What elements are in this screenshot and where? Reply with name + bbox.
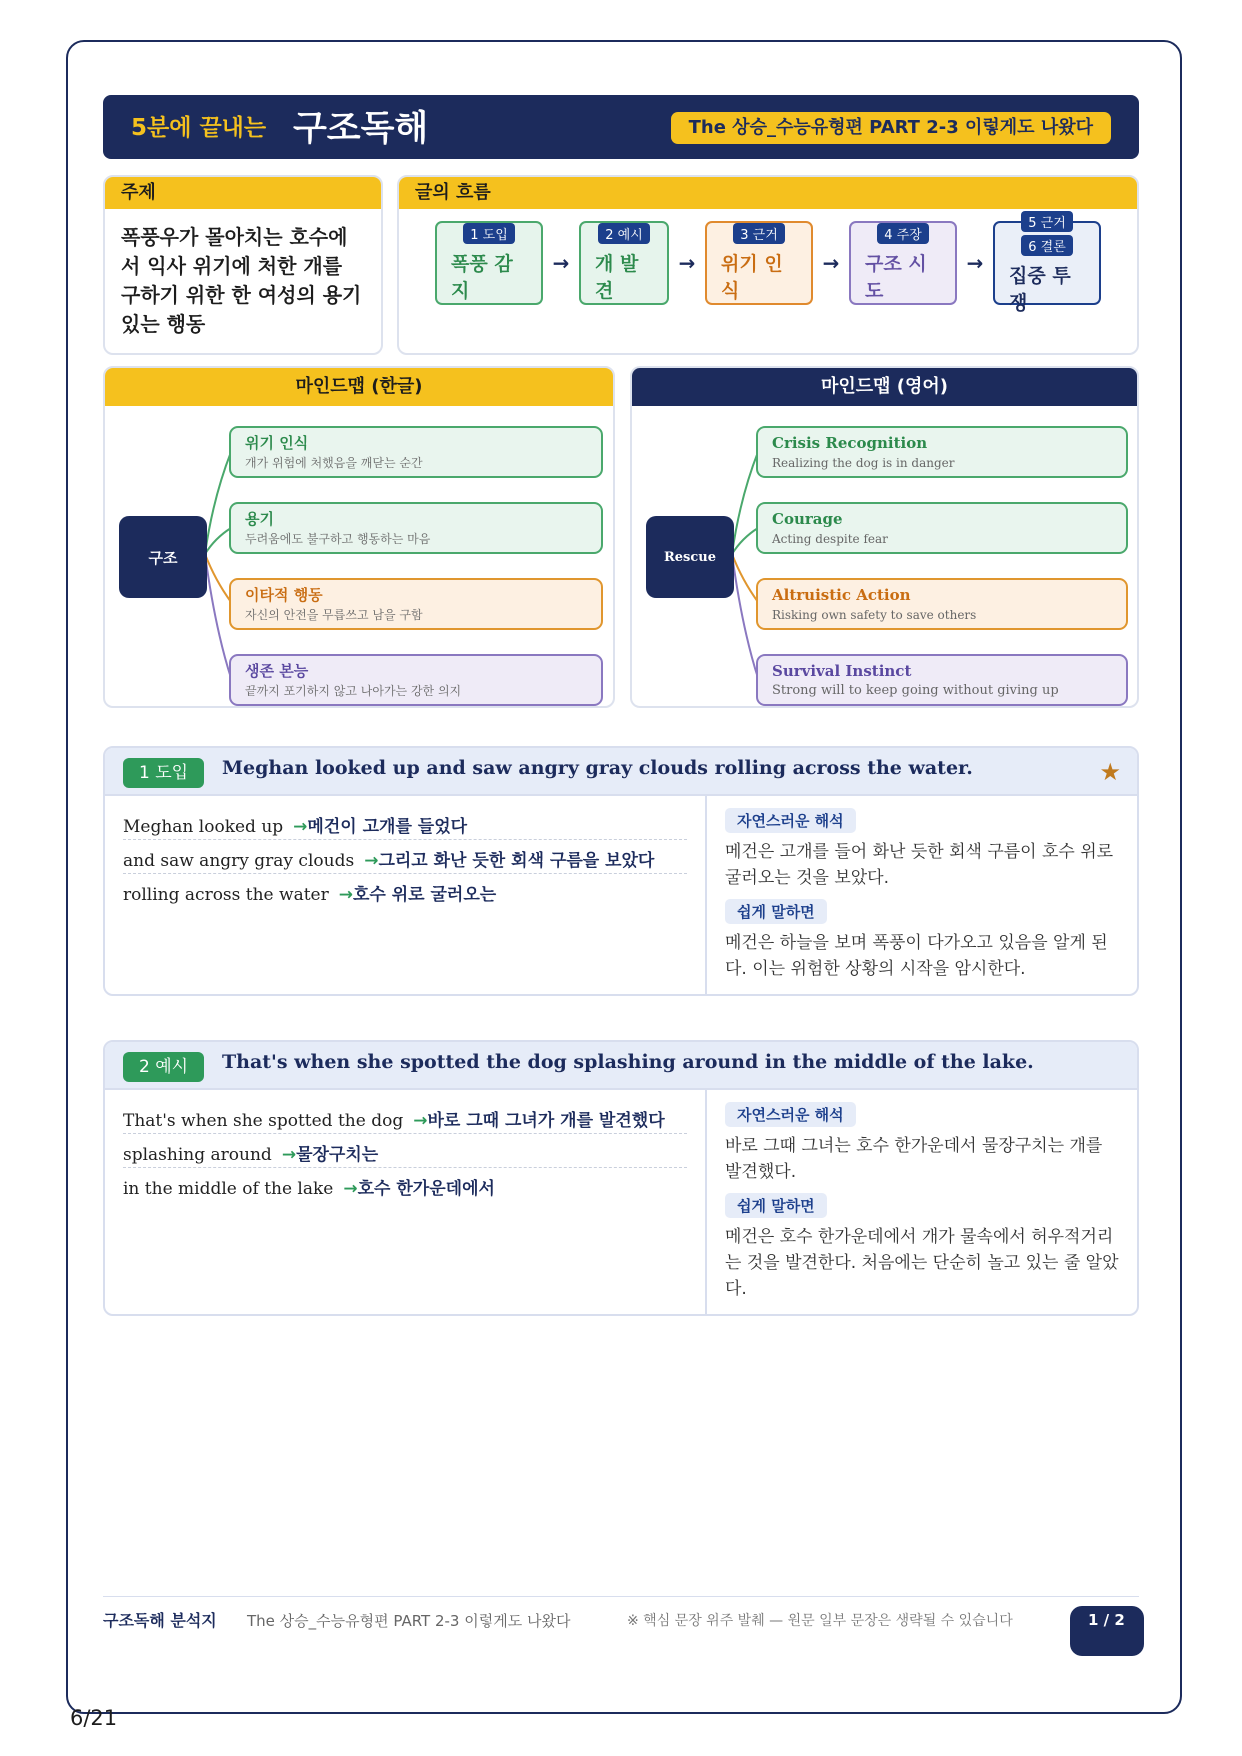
interpretation-panel [707,796,1137,996]
sentence-section-1 [103,746,1139,996]
page-number-badge: 1 / 2 [1070,1606,1144,1656]
mindmap-ko-heading: 마인드맵 (한글) [105,368,613,406]
footer-source: The 상승_수능유형편 PART 2-3 이렇게도 나왔다 [247,1612,571,1630]
easy-explanation: 메건은 호수 한가운데에서 개가 물속에서 허우적거리는 것을 발견한다. 처음에는 단순히 놀고 있는 줄 알았다. [725,1227,1119,1299]
sentence-section-2 [103,1040,1139,1316]
topic-heading: 주제 [105,177,381,209]
chunk-row [123,806,687,840]
mindmap-en-heading: 마인드맵 (영어) [632,368,1137,406]
brand-subtitle: 5분에 끝내는 [131,115,267,141]
flow-box [397,175,1139,355]
mindmap-en-node [756,502,1128,554]
section-tag: 1 도입 [123,758,204,788]
mindmap-ko-node [229,654,603,706]
chunk-list [105,1090,705,1212]
natural-label: 자연스러운 해석 [725,808,856,833]
chunk-english: in the middle of the lake [123,1179,334,1199]
mindmap-node-title: 용기 [245,510,274,528]
mindmap-ko-node [229,426,603,478]
chunk-english: Meghan looked up [123,817,284,837]
page-header [103,95,1139,159]
flow-step-5 [993,216,1101,314]
chunk-korean: →메건이 고개를 들었다 [293,817,468,837]
chunk-english: and saw angry gray clouds [123,851,355,871]
mindmap-ko-box [103,366,615,708]
natural-label: 자연스러운 해석 [725,1102,856,1127]
flow-steps [435,216,1101,314]
chunk-row [123,840,687,874]
mindmap-node-title: 이타적 행동 [245,586,323,604]
chunk-list [105,796,705,918]
flow-step-label: 위기 인식 [721,253,783,302]
mindmap-node-title: 생존 본능 [245,662,309,680]
interpretation-panel [707,1090,1137,1316]
mindmap-node-title: Courage [772,510,843,528]
mindmap-node-desc: Acting despite fear [772,532,888,546]
flow-step-2 [579,221,669,305]
section-title: Meghan looked up and saw angry gray clouds rolling across the water. [222,757,973,779]
star-icon: ★ [1099,758,1121,786]
mindmap-node-desc: 개가 위험에 처했음을 깨닫는 순간 [245,456,423,470]
section-tag: 2 예시 [123,1052,204,1082]
section-title: That's when she spotted the dog splashing around in the middle of the lake. [222,1051,1034,1073]
flow-step-label: 집중 투쟁 [1009,265,1071,314]
easy-label: 쉽게 말하면 [725,1193,827,1218]
mindmap-node-title: Crisis Recognition [772,434,928,452]
mindmap-node-desc: 끝까지 포기하지 않고 나아가는 강한 의지 [245,684,462,698]
footer-title: 구조독해 분석지 [103,1611,217,1630]
flow-step-label: 개 발견 [595,253,639,302]
chunk-korean: →바로 그때 그녀가 개를 발견했다 [413,1111,665,1131]
flow-heading: 글의 흐름 [399,177,1137,209]
footer-divider [103,1596,1139,1597]
chunk-korean: →호수 한가운데에서 [343,1179,495,1199]
mindmap-en-node [756,654,1128,706]
flow-step-tag: 6 결론 [1021,235,1073,256]
chunk-row [123,1134,687,1168]
natural-translation: 바로 그때 그녀는 호수 한가운데서 물장구치는 개를 발견했다. [725,1136,1103,1182]
chunk-row [123,1168,687,1202]
flow-arrow: → [678,251,696,275]
flow-step-1 [435,221,543,305]
mindmap-en-node [756,426,1128,478]
flow-step-4 [849,221,957,305]
flow-step-label: 폭풍 감지 [451,253,513,302]
chunk-korean: →호수 위로 굴러오는 [338,885,497,905]
flow-arrow: → [822,251,840,275]
flow-step-tag: 1 도입 [463,223,515,244]
flow-arrow: → [552,251,570,275]
flow-step-3 [705,221,813,305]
mindmap-node-desc: 자신의 안전을 무릅쓰고 남을 구함 [245,608,423,622]
chunk-korean: →물장구치는 [281,1145,379,1165]
mindmap-en-root: Rescue [646,516,734,598]
section-header [105,1042,1137,1090]
mindmap-en-node [756,578,1128,630]
document-page-counter: 6/21 [70,1706,118,1730]
flow-step-tag: 2 예시 [598,223,650,244]
easy-explanation: 메건은 하늘을 보며 폭풍이 다가오고 있음을 알게 된다. 이는 위험한 상황의 시작을 암시한다. [725,933,1108,979]
mindmap-ko-node [229,502,603,554]
flow-step-label: 구조 시도 [865,253,927,302]
mindmap-ko-root: 구조 [119,516,207,598]
topic-box [103,175,383,355]
source-badge: The 상승_수능유형편 PART 2-3 이렇게도 나왔다 [671,112,1111,144]
mindmap-ko-node [229,578,603,630]
topic-text: 폭풍우가 몰아치는 호수에서 익사 위기에 처한 개를 구하기 위한 한 여성의 용기 있는 행동 [121,225,362,336]
mindmap-node-title: Altruistic Action [772,586,911,604]
mindmap-node-desc: 두려움에도 불구하고 행동하는 마음 [245,532,431,546]
chunk-korean: →그리고 화난 듯한 회색 구름을 보았다 [364,851,655,871]
chunk-english: That's when she spotted the dog [123,1111,404,1131]
chunk-row [123,1100,687,1134]
mindmap-en-box [630,366,1139,708]
flow-step-tag: 5 근거 [1021,211,1073,232]
mindmap-node-desc: Realizing the dog is in danger [772,456,955,470]
chunk-row [123,874,687,908]
chunk-english: splashing around [123,1145,272,1165]
flow-step-tag: 4 주장 [877,223,929,244]
flow-step-tag: 3 근거 [733,223,785,244]
section-header [105,748,1137,796]
flow-arrow: → [966,251,984,275]
mindmap-node-title: 위기 인식 [245,434,309,452]
mindmap-node-desc: Strong will to keep going without giving up [772,683,1059,698]
chunk-english: rolling across the water [123,885,329,905]
footer-note: ※ 핵심 문장 위주 발췌 — 원문 일부 문장은 생략될 수 있습니다 [627,1613,1013,1629]
natural-translation: 메건은 고개를 들어 화난 듯한 회색 구름이 호수 위로 굴러오는 것을 보았다. [725,842,1114,888]
brand-title: 구조독해 [293,109,429,149]
easy-label: 쉽게 말하면 [725,899,827,924]
mindmap-node-desc: Risking own safety to save others [772,608,977,622]
mindmap-node-title: Survival Instinct [772,662,912,680]
